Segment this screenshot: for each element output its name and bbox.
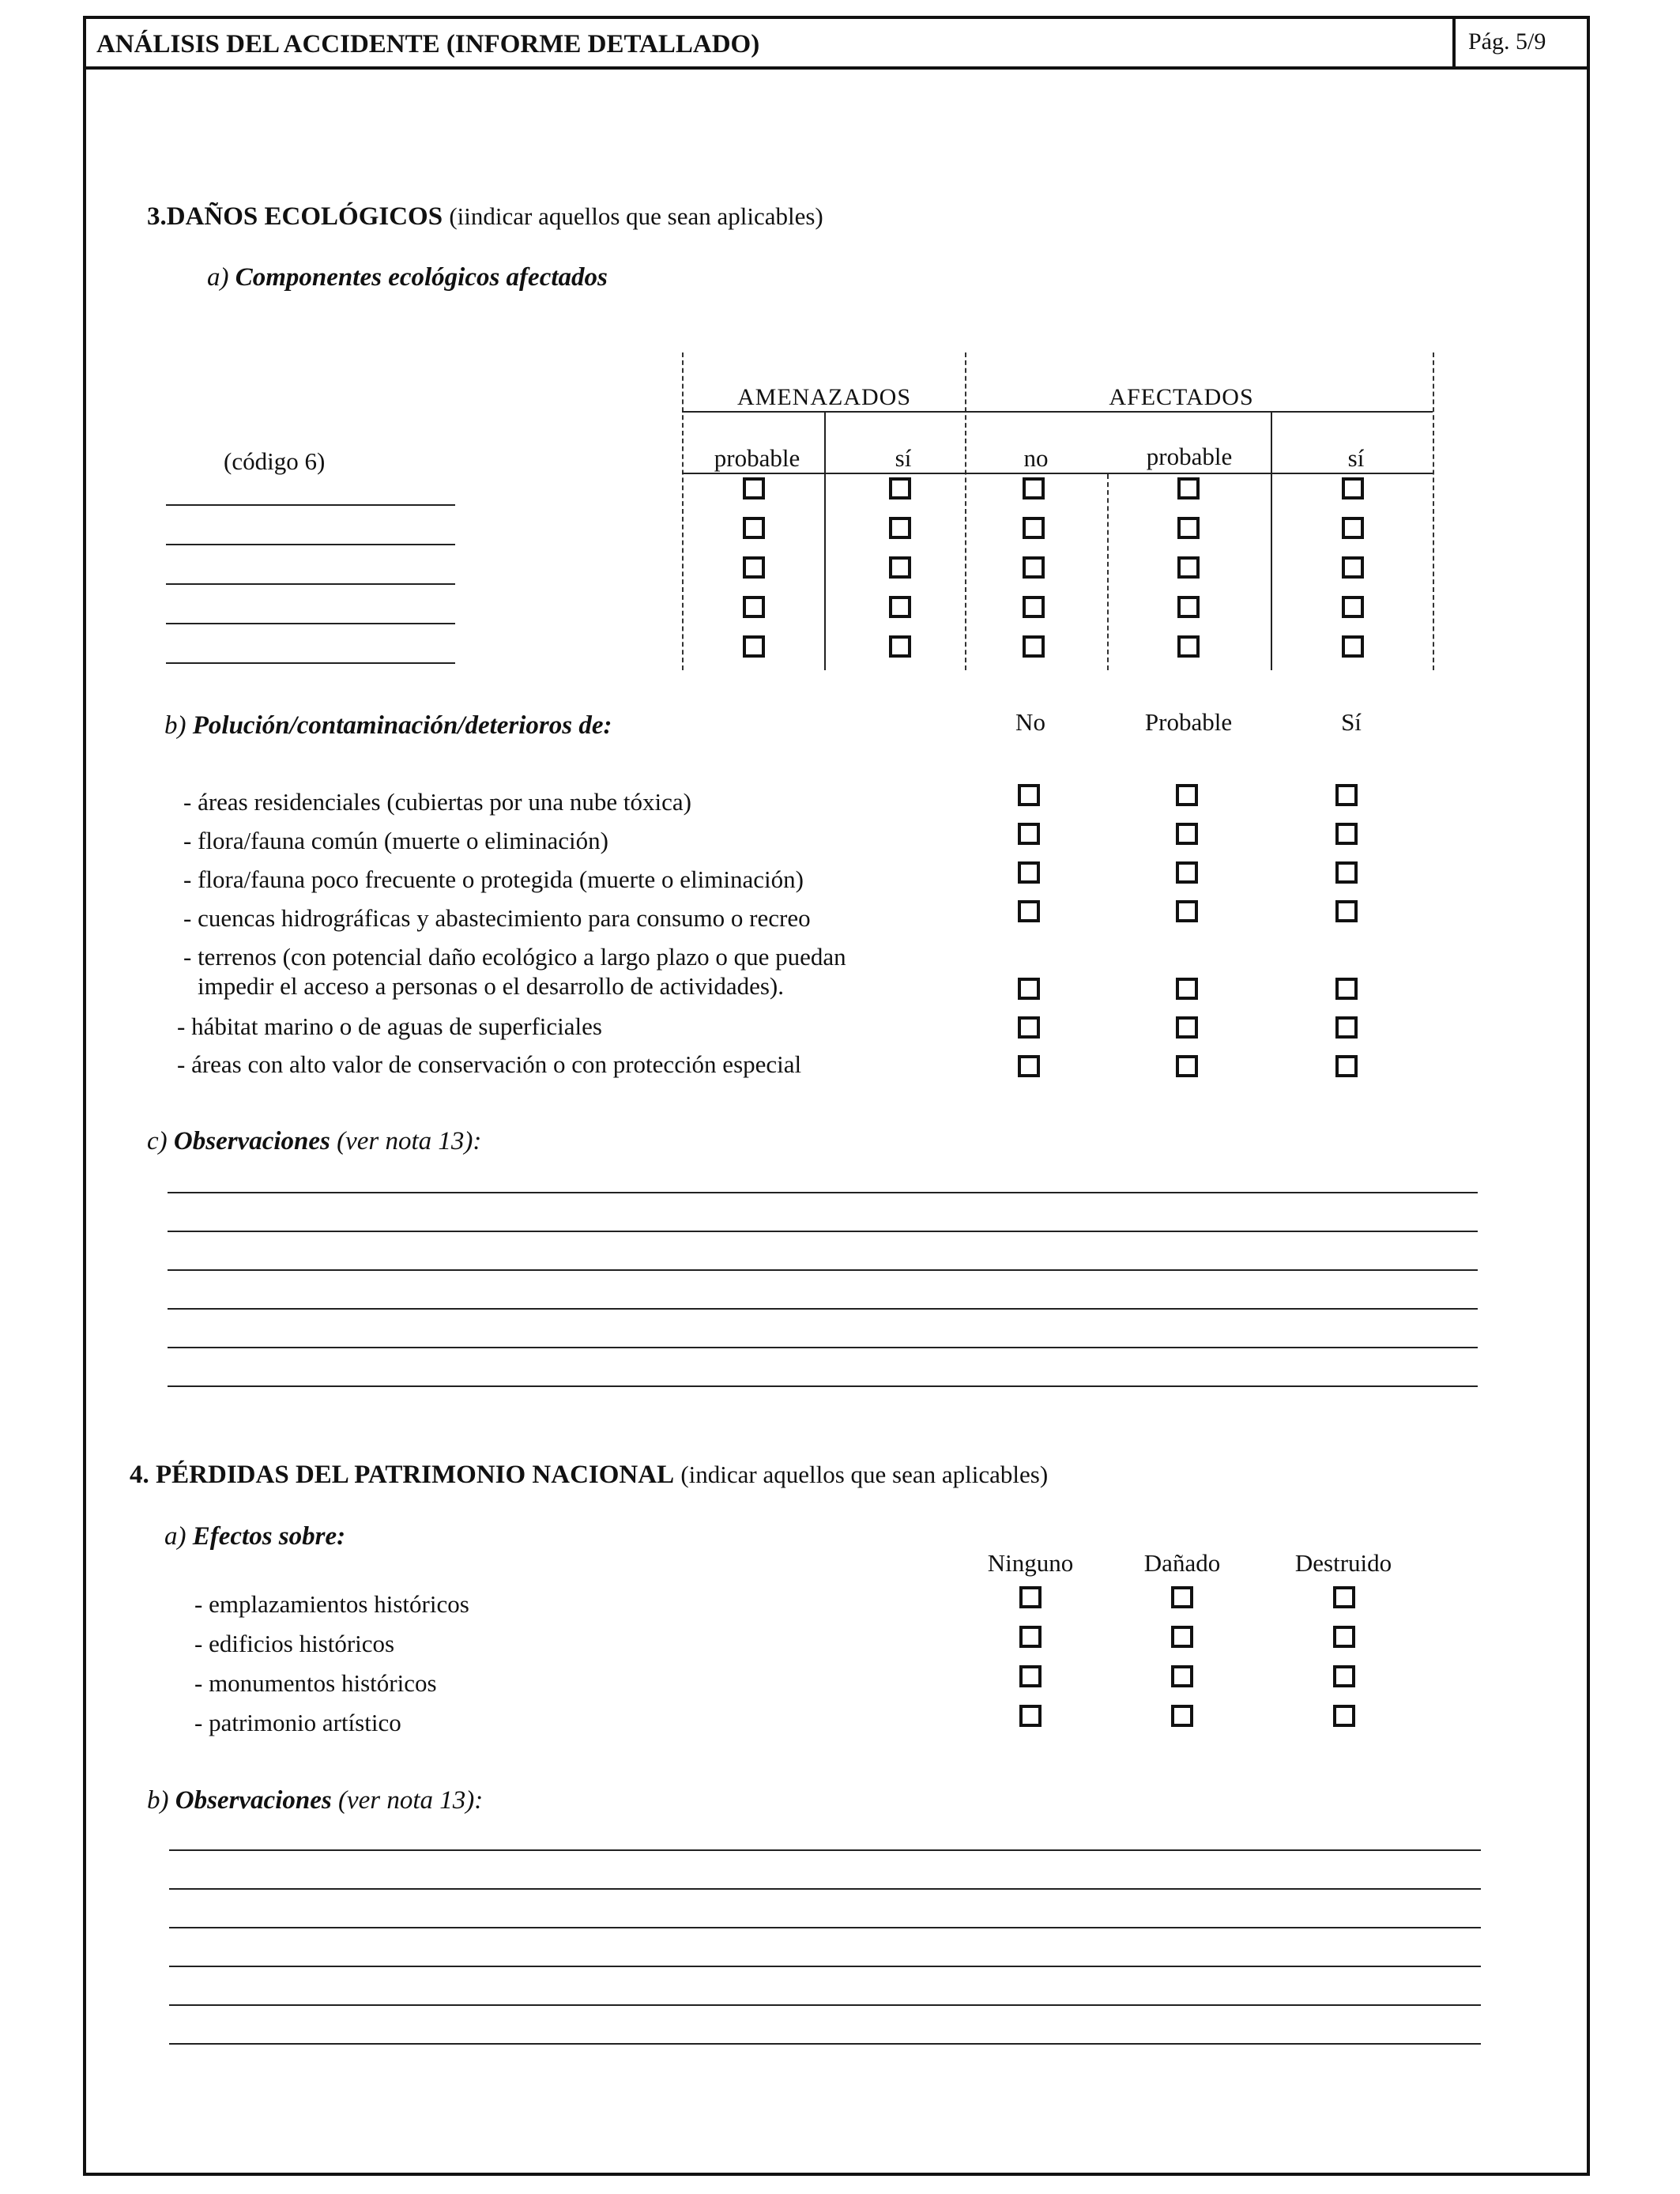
section-3c-heading [147,1129,481,1155]
checkbox-threatened-probable-3[interactable] [743,556,765,579]
section-3b-letter: b) [164,711,186,740]
observation-line [169,1849,1481,1851]
checkbox-threatened-probable-2[interactable] [743,517,765,539]
section-4b-heading [147,1788,483,1814]
checkbox-affected-si-4[interactable] [1342,596,1364,618]
section-3b-heading [164,713,612,739]
col-affected-probable: probable [1146,443,1233,470]
col-affected-no: no [1023,444,1049,472]
table-3a-group-line [682,411,1433,413]
header-divider [1452,16,1456,70]
checkbox-threatened-si-2[interactable] [889,517,911,539]
pollution-item: - flora/fauna común (muerte o eliminación) [183,827,608,854]
checkbox-buildings-destroyed[interactable] [1333,1626,1355,1648]
code-line [166,544,455,545]
pollution-item: - cuencas hidrográficas y abastecimiento para consumo o recreo [183,904,811,932]
col-affected-si: sí [1347,444,1365,472]
section-4b-title: Observaciones [175,1786,332,1815]
checkbox-affected-si-1[interactable] [1342,477,1364,499]
checkbox-land-no[interactable] [1018,978,1040,1000]
col-3b-no: No [1015,708,1045,736]
checkbox-threatened-si-5[interactable] [889,635,911,658]
observation-line [169,1966,1481,1967]
code-label: (código 6) [224,447,326,475]
checkbox-marine-probable[interactable] [1176,1016,1198,1039]
col-threatened-si: sí [895,444,912,472]
col-4a-damaged: Dañado [1143,1549,1221,1577]
checkbox-affected-probable-3[interactable] [1177,556,1200,579]
checkbox-monuments-destroyed[interactable] [1333,1665,1355,1687]
checkbox-monuments-none[interactable] [1019,1665,1042,1687]
page-frame [83,16,1590,2176]
checkbox-threatened-probable-1[interactable] [743,477,765,499]
pollution-item: - hábitat marino o de aguas de superficiales [177,1012,602,1040]
checkbox-monuments-damaged[interactable] [1171,1665,1193,1687]
observation-line [168,1308,1478,1310]
checkbox-threatened-probable-4[interactable] [743,596,765,618]
code-line [166,662,455,664]
checkbox-protected-flora-no[interactable] [1018,861,1040,884]
heritage-item: - patrimonio artístico [194,1709,401,1736]
checkbox-watersheds-no[interactable] [1018,900,1040,922]
heritage-item: - emplazamientos históricos [194,1590,469,1618]
observation-line [169,2043,1481,2045]
table-3a-affected-dash [1107,474,1109,670]
checkbox-conservation-no[interactable] [1018,1055,1040,1077]
section-3-note: (iindicar aquellos que sean aplicables) [449,202,823,230]
col-3b-si: Sí [1341,708,1362,736]
checkbox-threatened-si-3[interactable] [889,556,911,579]
checkbox-watersheds-si[interactable] [1335,900,1358,922]
observation-line [169,1888,1481,1890]
section-3-title: 3.DAÑOS ECOLÓGICOS [147,202,443,231]
pollution-item: - terrenos (con potencial daño ecológico a largo plazo o que puedan [183,943,846,971]
checkbox-buildings-damaged[interactable] [1171,1626,1193,1648]
observation-line [169,1927,1481,1928]
checkbox-common-flora-probable[interactable] [1176,823,1198,845]
checkbox-residential-probable[interactable] [1176,784,1198,806]
table-3a-affected-divider [1271,413,1272,670]
section-4a-title: Efectos sobre: [192,1522,346,1551]
checkbox-art-destroyed[interactable] [1333,1705,1355,1727]
col-3b-probable: Probable [1144,708,1233,736]
checkbox-watersheds-probable[interactable] [1176,900,1198,922]
table-3a-middle-dash [965,352,966,670]
checkbox-affected-si-3[interactable] [1342,556,1364,579]
col-threatened-probable: probable [714,444,800,472]
checkbox-affected-no-2[interactable] [1023,517,1045,539]
checkbox-affected-no-4[interactable] [1023,596,1045,618]
pollution-item: - flora/fauna poco frecuente o protegida (muerte o eliminación) [183,865,804,893]
checkbox-conservation-si[interactable] [1335,1055,1358,1077]
pollution-item: - áreas con alto valor de conservación o con protección especial [177,1050,802,1078]
checkbox-protected-flora-si[interactable] [1335,861,1358,884]
section-3a-heading [207,265,608,291]
checkbox-affected-si-2[interactable] [1342,517,1364,539]
heritage-item: - monumentos históricos [194,1669,437,1697]
section-4-heading [130,1462,1048,1488]
checkbox-affected-no-3[interactable] [1023,556,1045,579]
group-affected: AFECTADOS [1109,384,1254,410]
section-3c-title: Observaciones [173,1127,330,1155]
page-number: Pág. 5/9 [1468,28,1546,55]
section-3a-letter: a) [207,263,229,292]
checkbox-affected-no-5[interactable] [1023,635,1045,658]
checkbox-affected-probable-1[interactable] [1177,477,1200,499]
checkbox-sites-destroyed[interactable] [1333,1586,1355,1608]
section-4-note: (indicar aquellos que sean aplicables) [680,1461,1049,1488]
observation-line [168,1269,1478,1271]
observation-line [169,2004,1481,2006]
section-3c-letter: c) [147,1127,168,1155]
section-3b-title: Polución/contaminación/deterioros de: [192,711,612,740]
checkbox-land-probable[interactable] [1176,978,1198,1000]
pollution-item-continuation: impedir el acceso a personas o el desarrollo de actividades). [198,972,784,1000]
section-4a-heading [164,1524,345,1550]
code-line [166,623,455,624]
section-3a-title: Componentes ecológicos afectados [235,263,608,292]
checkbox-common-flora-si[interactable] [1335,823,1358,845]
checkbox-affected-no-1[interactable] [1023,477,1045,499]
section-3c-note: (ver nota 13): [337,1127,482,1155]
section-3-heading [147,204,823,230]
checkbox-sites-damaged[interactable] [1171,1586,1193,1608]
checkbox-threatened-probable-5[interactable] [743,635,765,658]
checkbox-art-none[interactable] [1019,1705,1042,1727]
col-4a-destroyed: Destruido [1294,1549,1392,1577]
checkbox-buildings-none[interactable] [1019,1626,1042,1648]
heritage-item: - edificios históricos [194,1630,395,1657]
col-4a-none: Ninguno [987,1549,1074,1577]
checkbox-affected-probable-5[interactable] [1177,635,1200,658]
page-title: ANÁLISIS DEL ACCIDENTE (INFORME DETALLADO) [96,30,760,58]
observation-line [168,1385,1478,1387]
observation-line [168,1192,1478,1193]
checkbox-conservation-probable[interactable] [1176,1055,1198,1077]
checkbox-threatened-si-1[interactable] [889,477,911,499]
checkbox-affected-probable-4[interactable] [1177,596,1200,618]
checkbox-residential-si[interactable] [1335,784,1358,806]
checkbox-threatened-si-4[interactable] [889,596,911,618]
checkbox-residential-no[interactable] [1018,784,1040,806]
checkbox-marine-si[interactable] [1335,1016,1358,1039]
group-threatened: AMENAZADOS [737,384,911,410]
section-4a-letter: a) [164,1522,186,1551]
checkbox-affected-si-5[interactable] [1342,635,1364,658]
code-line [166,583,455,585]
table-3a-right-dash [1433,352,1434,670]
pollution-item: - áreas residenciales (cubiertas por una nube tóxica) [183,788,691,816]
table-3a-header-line [682,473,1433,474]
section-4b-note: (ver nota 13): [337,1786,484,1815]
checkbox-art-damaged[interactable] [1171,1705,1193,1727]
observation-line [168,1231,1478,1232]
checkbox-common-flora-no[interactable] [1018,823,1040,845]
checkbox-marine-no[interactable] [1018,1016,1040,1039]
section-4-title: 4. PÉRDIDAS DEL PATRIMONIO NACIONAL [130,1461,675,1489]
checkbox-protected-flora-probable[interactable] [1176,861,1198,884]
table-3a-left-dash [682,352,684,670]
observation-line [168,1347,1478,1348]
code-line [166,504,455,506]
section-4b-letter: b) [147,1786,169,1815]
table-3a-threat-divider [824,413,826,670]
checkbox-affected-probable-2[interactable] [1177,517,1200,539]
checkbox-land-si[interactable] [1335,978,1358,1000]
checkbox-sites-none[interactable] [1019,1586,1042,1608]
